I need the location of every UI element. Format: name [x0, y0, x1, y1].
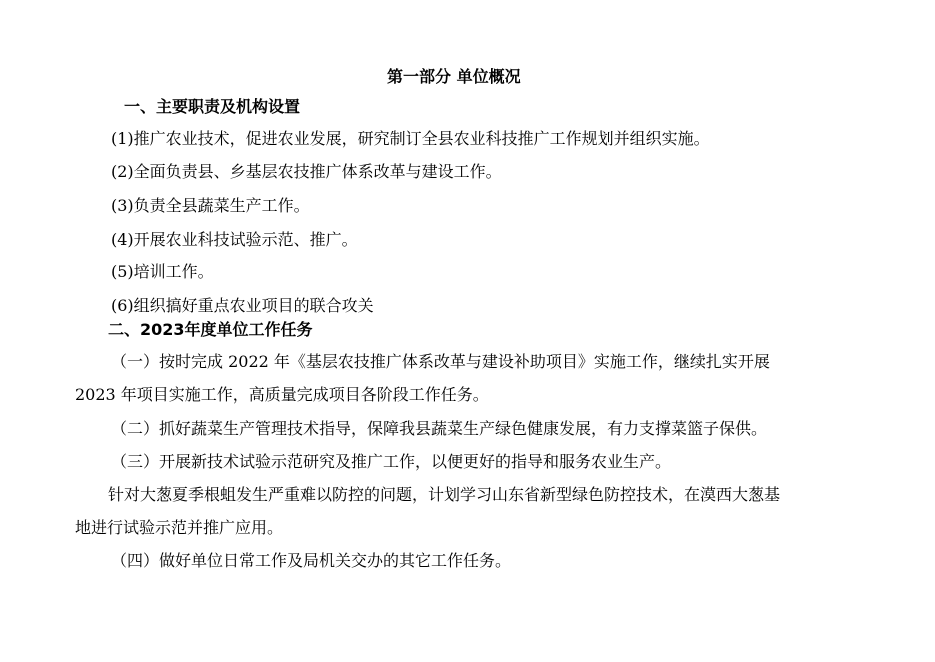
- task-3-detail-line-1: 针对大葱夏季根蛆发生严重难以防控的问题，计划学习山东省新型绿色防控技术，在漠西大葱基: [108, 485, 781, 504]
- duty-item-3: (3)负责全县蔬菜生产工作。: [111, 196, 310, 215]
- duty-item-5: (5)培训工作。: [111, 262, 214, 281]
- task-4: （四）做好单位日常工作及局机关交办的其它工作任务。: [111, 551, 512, 570]
- document-title: 第一部分 单位概况: [387, 67, 521, 86]
- task-3-detail-line-2: 地进行试验示范并推广应用。: [75, 518, 284, 537]
- task-1-line-2: 2023 年项目实施工作，高质量完成项目各阶段工作任务。: [75, 385, 489, 404]
- section-heading-duties: 一、主要职责及机构设置: [124, 97, 301, 116]
- section-heading-tasks: 二、2023年度单位工作任务: [108, 320, 313, 339]
- duty-item-2: (2)全面负责县、乡基层农技推广体系改革与建设工作。: [111, 162, 502, 181]
- task-1-line-1: （一）按时完成 2022 年《基层农技推广体系改革与建设补助项目》实施工作，继续扎实开展: [111, 352, 770, 371]
- task-3: （三）开展新技术试验示范研究及推广工作，以便更好的指导和服务农业生产。: [111, 452, 672, 471]
- duty-item-6: (6)组织搞好重点农业项目的联合攻关: [111, 296, 374, 315]
- task-2: （二）抓好蔬菜生产管理技术指导，保障我县蔬菜生产绿色健康发展，有力支撑菜篮子保供。: [111, 419, 768, 438]
- duty-item-1: (1)推广农业技术，促进农业发展，研究制订全县农业科技推广工作规划并组织实施。: [111, 129, 710, 148]
- duty-item-4: (4)开展农业科技试验示范、推广。: [111, 230, 358, 249]
